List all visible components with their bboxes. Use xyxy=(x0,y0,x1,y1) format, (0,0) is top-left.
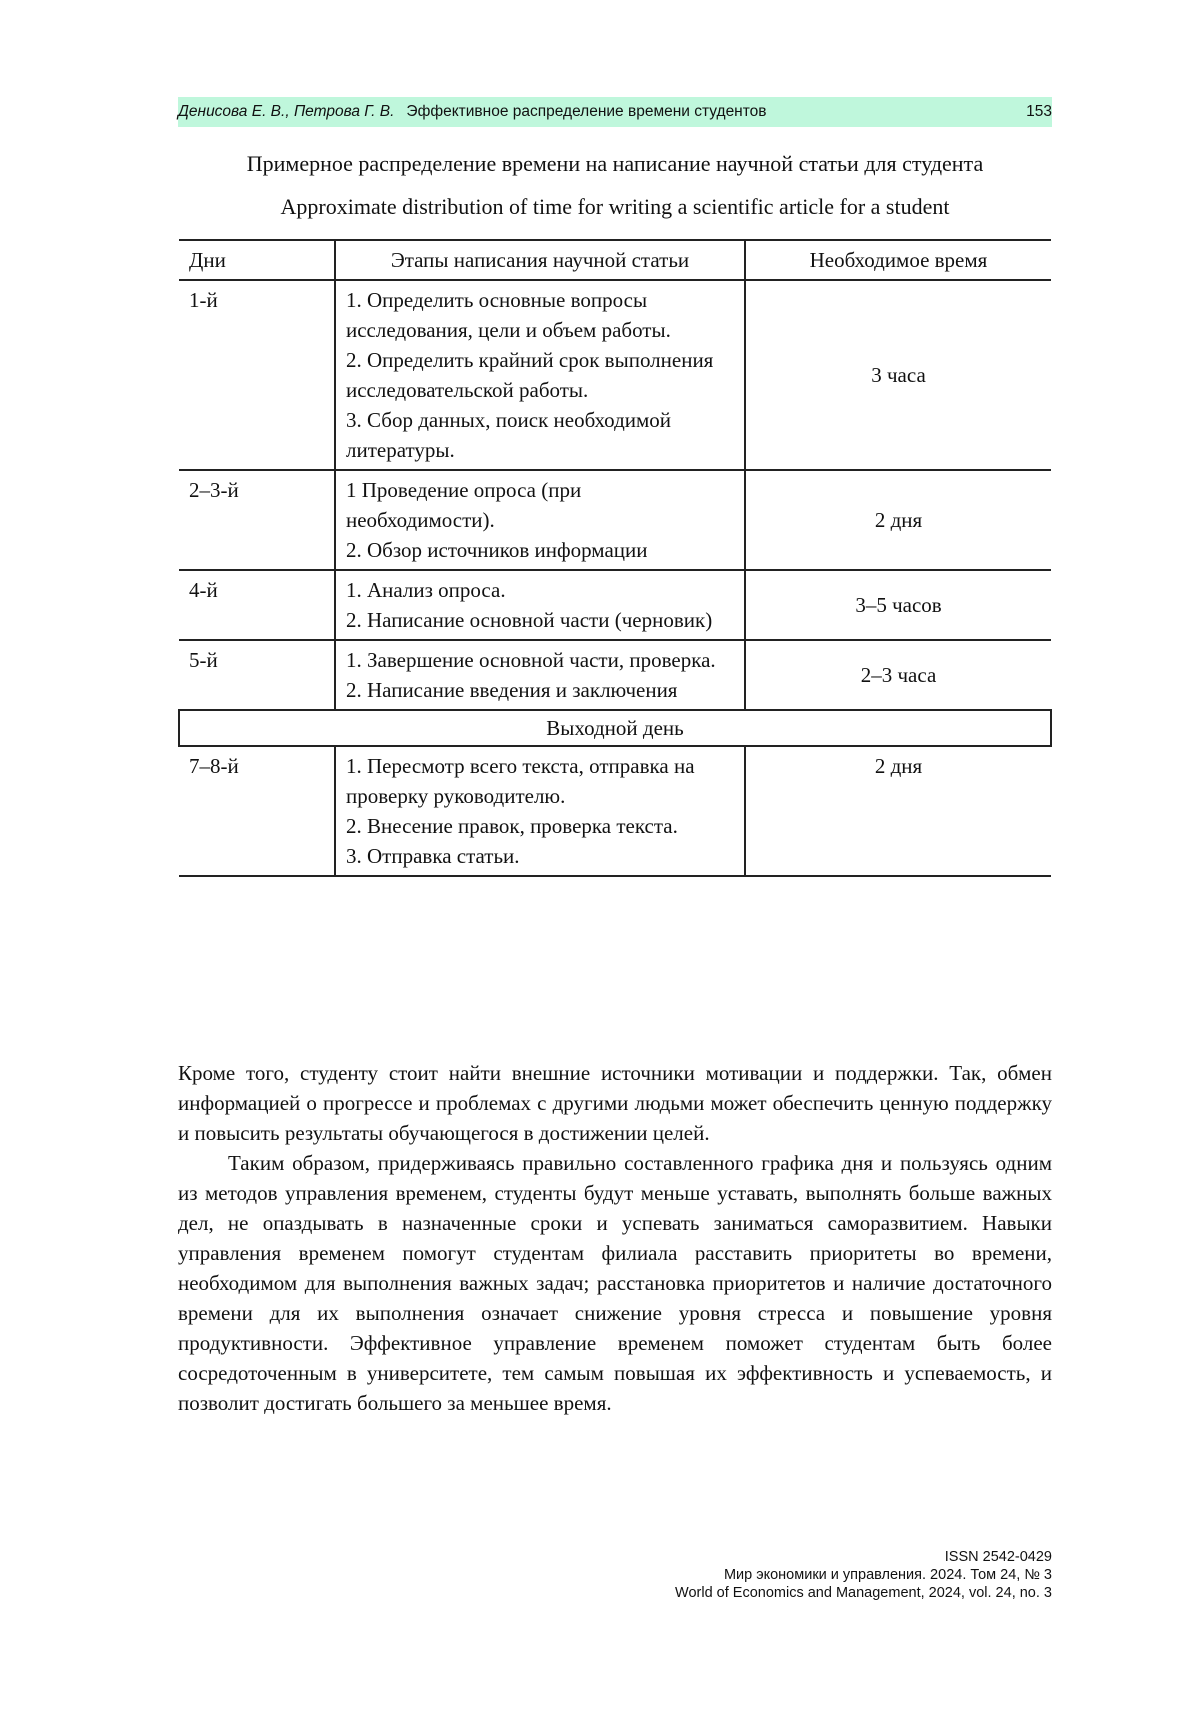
step-item: 2. Написание основной части (черновик) xyxy=(346,608,713,632)
footer xyxy=(675,1548,1052,1602)
steps-cell xyxy=(335,640,745,710)
steps-cell xyxy=(335,570,745,640)
steps-cell xyxy=(335,470,745,570)
issn: ISSN 2542-0429 xyxy=(944,1549,1052,1565)
paragraph: Таким образом, придерживаясь правильно составленного графика дня и пользуясь одним из методов управления временем, студенты будут меньше уставать, выполнять больше важных дел, не опаздывать в назначенные сроки и успевать заниматься саморазвитием. Навыки управления временем помогут студентам филиала расставить приоритеты во времени, необходимом для выполнения важных задач; расстановка приоритетов и наличие достаточного времени для их выполнения означает снижение уровня стресса и повышение уровня продуктивности. Эффективное управление временем поможет студентам быть более сосредоточенным в университете, тем самым повышая их эффективность и успеваемость, и позволит достигать большего за меньшее время. xyxy=(178,1151,1052,1415)
step-item: 3. Сбор данных, поиск необходимой литературы. xyxy=(346,408,672,462)
step-item: 2. Определить крайний срок выполнения исследовательской работы. xyxy=(346,348,714,402)
schedule-table xyxy=(178,239,1052,877)
journal-ru: Мир экономики и управления. 2024. Том 24, № 3 xyxy=(723,1567,1052,1583)
step-item: 1 Проведение опроса (при необходимости). xyxy=(346,478,582,532)
step-item: 1. Анализ опроса. xyxy=(346,578,506,602)
time-cell: 2 дня xyxy=(745,470,1051,570)
day-cell: 2–3-й xyxy=(179,470,335,570)
running-header xyxy=(178,97,1052,127)
page-number: 153 xyxy=(1026,103,1052,120)
steps-cell xyxy=(335,280,745,470)
table-row xyxy=(179,280,1051,470)
header-authors: Денисова Е. В., Петрова Г. В. xyxy=(178,103,395,120)
step-item: 1. Определить основные вопросы исследования, цели и объем работы. xyxy=(346,288,671,342)
step-item: 1. Завершение основной части, проверка. xyxy=(346,648,716,672)
step-item: 1. Пересмотр всего текста, отправка на проверку руководителю. xyxy=(346,754,695,808)
time-cell: 3–5 часов xyxy=(745,570,1051,640)
time-cell: 2–3 часа xyxy=(745,640,1051,710)
day-cell: 4-й xyxy=(179,570,335,640)
table-row xyxy=(179,746,1051,876)
table-header-row xyxy=(179,240,1051,280)
step-item: 3. Отправка статьи. xyxy=(346,844,520,868)
table-row xyxy=(179,470,1051,570)
day-cell: 1-й xyxy=(179,280,335,470)
weekend-row xyxy=(179,710,1051,746)
table-caption-ru: Примерное распределение времени на написание научной статьи для студента xyxy=(246,151,984,176)
table-caption-en: Approximate distribution of time for writing a scientific article for a student xyxy=(280,194,950,219)
time-cell: 2 дня xyxy=(745,746,1051,876)
step-item: 2. Обзор источников информации xyxy=(346,538,648,562)
header-title: Эффективное распределение времени студентов xyxy=(406,103,767,120)
paragraph: Кроме того, студенту стоит найти внешние источники мотивации и поддержки. Так, обмен информацией о прогрессе и проблемах с другими людьми может обеспечить ценную поддержку и повысить результаты обучающегося в достижении целей. xyxy=(178,1061,1052,1145)
time-cell: 3 часа xyxy=(745,280,1051,470)
weekend-cell: Выходной день xyxy=(179,710,1051,746)
steps-cell xyxy=(335,746,745,876)
header-stages: Этапы написания научной статьи xyxy=(335,240,745,280)
header-time: Необходимое время xyxy=(745,240,1051,280)
body-text xyxy=(178,1058,1052,1418)
table-row xyxy=(179,640,1051,710)
day-cell: 7–8-й xyxy=(179,746,335,876)
day-cell: 5-й xyxy=(179,640,335,710)
step-item: 2. Написание введения и заключения xyxy=(346,678,678,702)
journal-en: World of Economics and Management, 2024, vol. 24, no. 3 xyxy=(675,1585,1052,1601)
header-days: Дни xyxy=(179,240,335,280)
step-item: 2. Внесение правок, проверка текста. xyxy=(346,814,678,838)
table-row xyxy=(179,570,1051,640)
